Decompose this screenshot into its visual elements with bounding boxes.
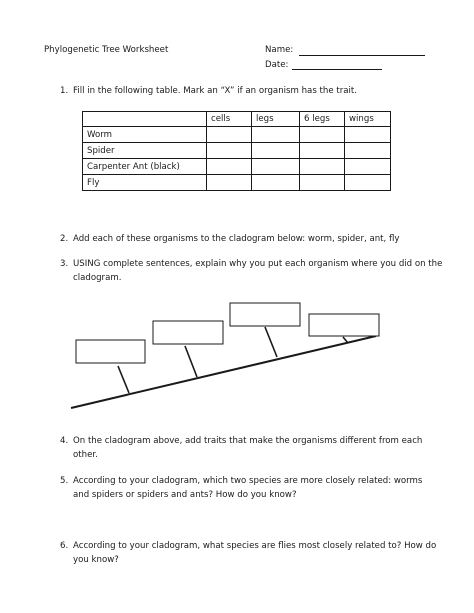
cladogram-branch [185,346,197,377]
question-6-text: According to your cladogram, what species are flies most closely related to? How do you know? [73,541,437,565]
organism-box[interactable] [309,314,379,336]
question-4-number: 4. [60,436,69,446]
question-3-number: 3. [60,259,69,269]
question-4-text: On the cladogram above, add traits that make the organisms different from each other. [73,436,423,460]
question-1-text: Fill in the following table. Mark an “X” if an organism has the trait. [73,86,358,96]
organism-name: Carpenter Ant (black) [83,159,207,175]
question-3-text: USING complete sentences, explain why you put each organism where you did on the cladogram. [73,259,443,283]
question-2-number: 2. [60,234,69,244]
question-1-number: 1. [60,86,69,96]
worksheet-title: Phylogenetic Tree Worksheet [44,45,169,55]
organism-box[interactable] [230,303,300,326]
organism-name: Spider [83,143,207,159]
name-label: Name: [265,45,294,55]
organism-name: Fly [83,175,207,191]
question-5-text: According to your cladogram, which two species are more closely related: worms and spiders or spiders and ants? How do you know? [73,476,423,500]
column-header: legs [252,112,300,127]
cladogram-branch [343,337,348,343]
organism-name: Worm [83,127,207,143]
question-2-text: Add each of these organisms to the cladogram below: worm, spider, ant, fly [73,234,400,244]
column-header: wings [345,112,391,127]
cladogram-branch [118,366,129,393]
date-label: Date: [265,60,289,70]
organism-box[interactable] [76,340,145,363]
organism-box[interactable] [153,321,223,344]
column-header: 6 legs [300,112,345,127]
cladogram-branch [265,327,277,357]
question-5-number: 5. [60,476,69,486]
column-header: cells [207,112,252,127]
question-6-number: 6. [60,541,69,551]
